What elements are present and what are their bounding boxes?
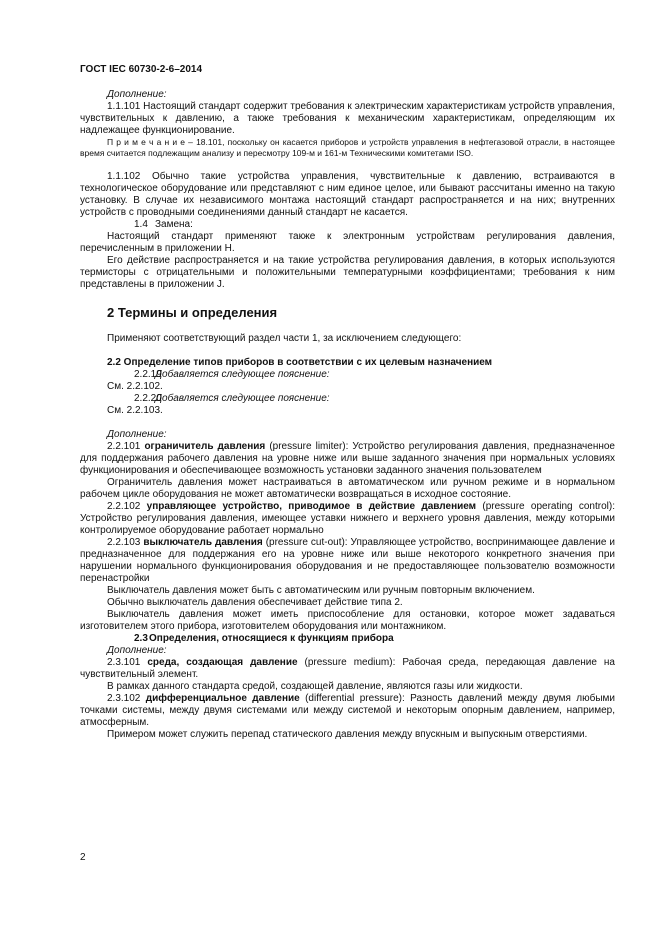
addition-label: Дополнение:: [107, 89, 167, 100]
clause-2-3-101: [80, 657, 615, 681]
subsection-2-3-text: Определения, относящиеся к функциям прибора: [149, 633, 394, 644]
addition-label-3: Дополнение:: [107, 645, 167, 656]
clause-2-3-101-para-2: В рамках данного стандарта средой, создающей давление, являются газы или жидкости.: [107, 681, 523, 692]
section-2-title: 2 Термины и определения: [107, 305, 278, 320]
clause-2-2-103-para-2: Выключатель давления может быть с автоматическим или ручным повторным включением.: [107, 585, 535, 596]
clause-2-2-103-para-3: Обычно выключатель давления обеспечивает действие типа 2.: [107, 597, 403, 608]
clause-2-2-19-see: См. 2.2.102.: [107, 381, 163, 392]
clause-1-4-label: Замена:: [155, 219, 193, 230]
clause-2-2-101-para-2: Ограничитель давления может настраиваться в автоматическом или ручном режиме и в нормальном рабочем цикле оборудования не может автоматически возвращаться в исходное состояние.: [80, 477, 615, 500]
clause-1-4-para-1: Настоящий стандарт применяют также к электронным устройствам регулирования давления, перечисленным в приложении Н.: [80, 231, 615, 254]
clause-2-2-103: [80, 537, 615, 585]
clause-2-2-101-term: ограничитель давления: [144, 441, 266, 452]
clause-2-2-103-term: выключатель давления: [143, 537, 263, 548]
clause-2-2-20-see: См. 2.2.103.: [107, 405, 163, 416]
page-content: [80, 89, 615, 741]
clause-2-2-101: [80, 441, 615, 477]
clause-1-4-para-2: Его действие распространяется и на такие устройства регулирования давления, в которых используются термисторы с отрицательными и положительными температурными коэффициентами; требования к ним представлены в приложении J.: [80, 255, 615, 290]
clause-2-3-102-para-2: Примером может служить перепад статического давления между впускным и выпускным отверстиями.: [107, 729, 588, 740]
clause-2-2-101-number: 2.2.101: [107, 441, 141, 452]
clause-2-2-102: [80, 501, 615, 537]
clause-1-1-102: 1.1.102 Обычно такие устройства управления, чувствительные к давлению, встраиваются в технологическое оборудование или представляют с ним единое целое, или бывают рассчитаны именно на такую установку. В случае их независимого монтажа настоящий стандарт распространяется и на них; внутренних устройств с проводными соединениями данный стандарт не касается.: [80, 171, 615, 218]
addition-label-2: Дополнение:: [107, 429, 167, 440]
clause-2-3-102: [80, 693, 615, 729]
clause-2-2-103-para-4: Выключатель давления может иметь приспособление для остановки, которое может задаваться изготовителем этого прибора, изготовителем оборудования или монтажником.: [80, 609, 615, 632]
clause-2-2-20-number: 2.2.20: [134, 393, 162, 404]
clause-2-3-101-term: среда, создающая давление: [147, 657, 298, 668]
clause-1-4-heading: [80, 219, 615, 231]
clause-2-2-103-text: (pressure cut-out): Управляющее устройство, воспринимающее давление и предназначенное для поддержания его на уровне ниже или выше некоторого конкретного значения при нарушении нормального функционирования оборудования и не предоставляющее пользователю возможности перенастройки: [80, 537, 615, 584]
clause-2-3-102-text: (differential pressure): Разность давлений между двумя любыми точками системы, между двумя системами или между системой и некоторым опорным давлением, например, атмосферным.: [80, 693, 616, 728]
clause-2-2-101-text: (pressure limiter): Устройство регулирования давления, предназначенное для поддержания рабочего давления на уровне ниже или выше заданного значения при нормальных условиях функционирования и обеспечивающее возможность установки заданного значения пользователем: [80, 441, 615, 476]
subsection-2-3-title: [80, 633, 615, 645]
clause-1-4-number: 1.4: [134, 219, 148, 230]
clause-2-2-20-text: Добавляется следующее пояснение:: [155, 393, 330, 404]
clause-2-2-20: [80, 393, 615, 405]
subsection-2-3-number: 2.3: [134, 633, 148, 644]
clause-2-3-102-number: 2.3.102: [107, 693, 141, 704]
standard-header: ГОСТ IEC 60730-2-6–2014: [80, 64, 203, 75]
clause-2-2-102-number: 2.2.102: [107, 501, 141, 512]
section-2-intro: Применяют соответствующий раздел части 1, за исключением следующего:: [107, 333, 462, 344]
page-number: 2: [80, 852, 86, 863]
clause-2-2-103-number: 2.2.103: [107, 537, 141, 548]
note-18-101: [80, 137, 615, 159]
note-label: П р и м е ч а н и е –: [107, 137, 193, 147]
clause-2-2-19-text: Добавляется следующее пояснение:: [155, 369, 330, 380]
clause-2-3-102-term: дифференциальное давление: [145, 693, 300, 704]
clause-1-1-101: 1.1.101 Настоящий стандарт содержит требования к электрическим характеристикам устройств управления, чувствительных к давлению, а также требования к механическим характеристикам, определяющим их надлежащее функционирование.: [80, 101, 615, 136]
clause-2-3-101-number: 2.3.101: [107, 657, 141, 668]
subsection-2-2-title: 2.2 Определение типов приборов в соответствии с их целевым назначением: [107, 357, 493, 368]
clause-2-3-101-text: (pressure medium): Рабочая среда, передающая давление на чувствительный элемент.: [80, 657, 615, 680]
clause-2-2-102-term: управляющее устройство, приводимое в действие давлением: [146, 501, 477, 512]
clause-2-2-19-number: 2.2.19: [134, 369, 162, 380]
clause-2-2-19: [80, 369, 615, 381]
note-text: 18.101, поскольку он касается приборов и устройств управления в нефтегазовой отрасли, в настоящее время считается подлежащим анализу и пересмотру 109-м и 161-м Техническими комитетами ISO.: [80, 137, 615, 158]
clause-2-2-102-text: (pressure operating control): Устройство регулирования давления, имеющее уставки нижнего и верхнего уровня давления, между которыми контролируемое оборудование работает нормально: [80, 501, 615, 536]
